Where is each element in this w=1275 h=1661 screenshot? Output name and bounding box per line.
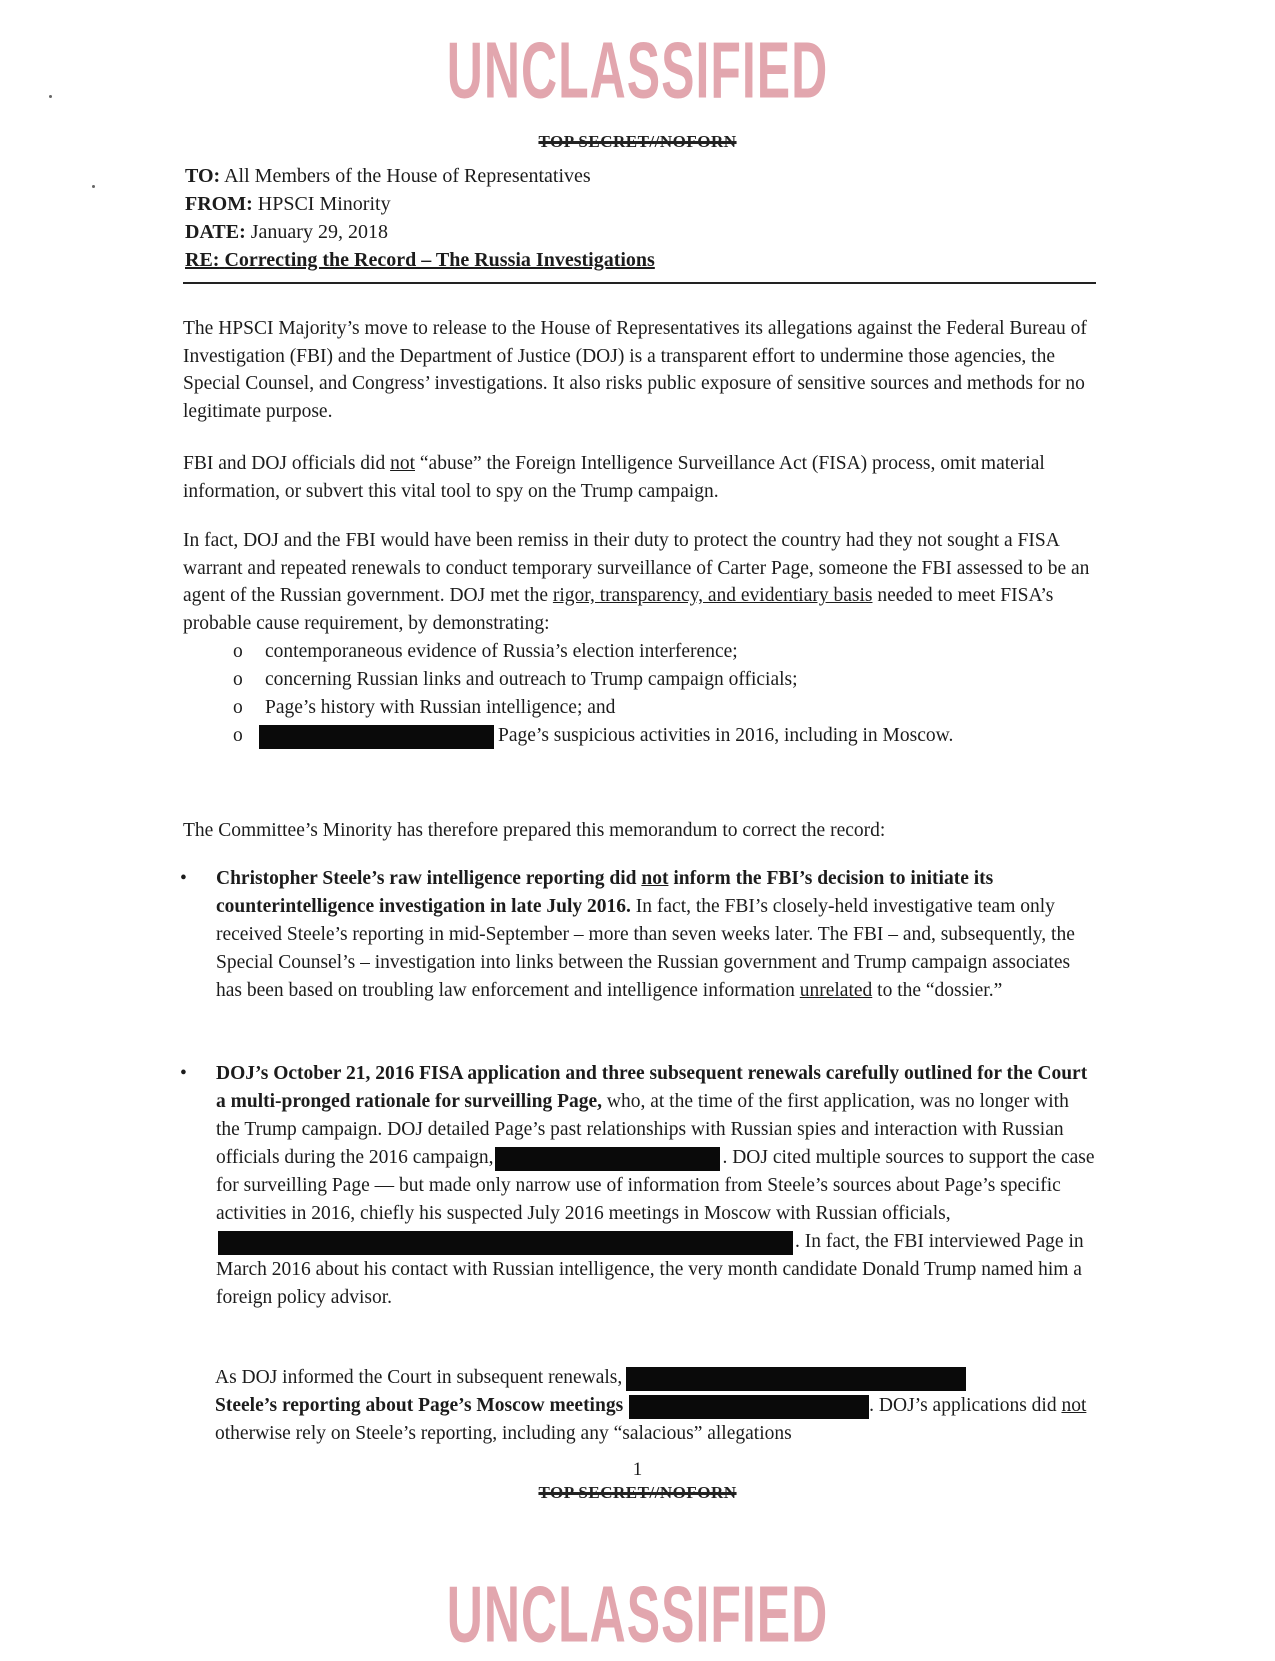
bullet-steele-reporting: • Christopher Steele’s raw intelligence reporting did not inform the FBI’s decision to initiate its counterintelligence investigation in late July 2016. In fact, the FBI’s closely-held investigative team only received Steele’s reporting in mid-September – more than seven weeks later. The FBI – and, subsequently, the Special Counsel’s – investigation into links between the Russian government and Trump campaign associates has been based on troubling law enforcement and intelligence information unrelated to the “dossier.” xyxy=(180,865,1095,1005)
page-number: 1 xyxy=(632,1459,643,1480)
bullet-dot: • xyxy=(180,1063,187,1084)
redaction-bar xyxy=(218,1231,793,1255)
list-item: o concerning Russian links and outreach to Trump campaign officials; xyxy=(233,666,1093,694)
scan-speck xyxy=(49,95,52,98)
intro-paragraph: The HPSCI Majority’s move to release to the House of Representatives its allegations against the Federal Bureau of Investigation (FBI) and the Department of Justice (DOJ) is a transparent effort to undermine those agencies, the Special Counsel, and Congress’ investigations. It also risks public exposure of sensitive sources and methods for no legitimate purpose. xyxy=(183,318,1087,422)
memo-header xyxy=(185,162,655,274)
redaction-bar xyxy=(495,1147,720,1171)
redaction-bar xyxy=(629,1395,869,1419)
list-item: o Page’s suspicious activities in 2016, including in Moscow. xyxy=(233,722,1093,750)
unclassified-stamp-top: UNCLASSIFIED xyxy=(446,25,829,116)
subject-line: RE: Correcting the Record – The Russia Investigations xyxy=(185,249,655,271)
scan-speck xyxy=(92,185,95,188)
redaction-bar xyxy=(626,1367,966,1391)
record-paragraph: The Committee’s Minority has therefore prepared this memorandum to correct the record: xyxy=(183,820,886,841)
list-item: o Page’s history with Russian intelligence; and xyxy=(233,694,1093,722)
classification-marking-top: TOP SECRET//NOFORN xyxy=(538,132,737,151)
to-line: TO: All Members of the House of Representatives xyxy=(185,165,591,187)
classification-marking-bottom: TOP SECRET//NOFORN xyxy=(538,1483,737,1502)
redaction-bar xyxy=(259,725,494,749)
unclassified-stamp-bottom: UNCLASSIFIED xyxy=(446,1569,829,1660)
list-item: o contemporaneous evidence of Russia’s election interference; xyxy=(233,638,1093,666)
date-line: DATE: January 29, 2018 xyxy=(185,221,388,243)
bullet-dot: • xyxy=(180,868,187,889)
remiss-paragraph: In fact, DOJ and the FBI would have been remiss in their duty to protect the country had they not sought a FISA warrant and repeated renewals to conduct temporary surveillance of Carter Page, someone the FBI assessed to be an agent of the Russian government. DOJ met the rigor, transparency, and evidentiary basis needed to meet FISA’s probable cause requirement, by demonstrating: xyxy=(183,530,1090,634)
bullet-fisa-application: • DOJ’s October 21, 2016 FISA application and three subsequent renewals carefully outlined for the Court a multi-pronged rationale for surveilling Page, who, at the time of the first application, was no longer with the Trump campaign. DOJ detailed Page’s past relationships with Russian spies and interaction with Russian officials during the 2016 campaign, . DOJ cited multiple sources to support the case for surveilling Page — but made only narrow use of information from Steele’s sources about Page’s specific activities in 2016, chiefly his suspected July 2016 meetings in Moscow with Russian officials,. In fact, the FBI interviewed Page in March 2016 about his contact with Russian intelligence, the very month candidate Donald Trump named him a foreign policy advisor. xyxy=(180,1060,1095,1312)
evidence-list xyxy=(233,638,1093,750)
renewals-paragraph: As DOJ informed the Court in subsequent renewals, Steele’s reporting about Page’s Moscow meetings . DOJ’s applications did not otherwise rely on Steele’s reporting, including any “salacious” allegations xyxy=(215,1367,1087,1444)
fisa-paragraph: FBI and DOJ officials did not “abuse” the Foreign Intelligence Surveillance Act (FISA) process, omit material information, or subvert this vital tool to spy on the Trump campaign. xyxy=(183,453,1045,502)
from-line: FROM: HPSCI Minority xyxy=(185,193,391,215)
header-divider xyxy=(183,282,1096,284)
